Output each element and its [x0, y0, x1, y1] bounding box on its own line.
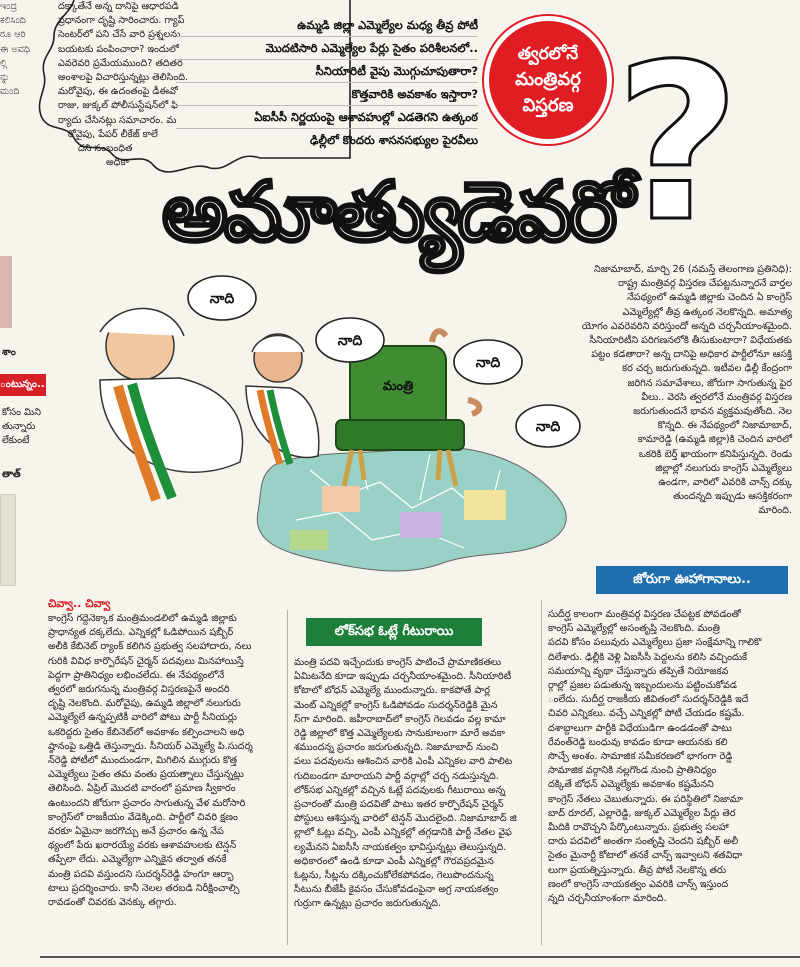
- col2-line: గుదిబండగా మారాయని పార్టీ వర్గాల్లో చర్చ నడుస్తున్నది.: [294, 770, 499, 782]
- col2-line: పలు పదవులను ఆశించిన వారికి ఎంపీ ఎన్నికల వారి పాలిట: [294, 756, 513, 768]
- fragment-line: ನ್ನು: [0, 72, 10, 84]
- column-divider: [541, 600, 542, 945]
- column-divider: [287, 610, 288, 945]
- col3-line: ర్గాల్లో ప్రజల పడుతున్న ఇబ్బందులను పట్టించుకోవడ: [548, 680, 737, 692]
- col2-line: ప్రచారంతో మంత్రి పదవితో పాటు ఇతర కార్పొరేషన్ చైర్మన్: [294, 799, 504, 811]
- left-strip-line: కోసం మిని: [2, 407, 41, 418]
- right-article-line: కొన్నది. ఈ నేపథ్యంలో నిజామాబాద్,: [657, 420, 792, 432]
- col1-line: దృష్టి నెలకొంది. మరోవైపు, ఉమ్మడి జిల్లాలో నలుగురు: [48, 698, 241, 710]
- col2-line: మంత్రి పదవి ఇచ్చేందుకు కాంగ్రెస్ పాటించే ప్రామాణికతలు: [294, 657, 502, 668]
- top-article-line: అధికా: [106, 157, 129, 169]
- right-article-line: ఎమ్మెల్యేల్లో తీవ్ర ఉత్కంఠ నెలకొన్నది. అమాత్య: [622, 306, 792, 318]
- col1-line: టాలు ప్రదర్శించారు. కానీ నెలల తరబడి నిరీక్షించాల్సి: [48, 882, 240, 894]
- column-1-body: [48, 612, 280, 910]
- column-2: [294, 656, 534, 912]
- right-article-line: రాష్ట్ర మంత్రివర్గ విస్తరణ చేపట్టనున్నారనే వార్తల: [618, 278, 792, 290]
- top-article-line: అంశాలపై విచారిస్తున్నట్లు తెలిసింది.: [58, 72, 189, 84]
- col1-line: ఉంటుందని జోరుగా ప్రచారం సాగుతున్న వేళ మరోసారి: [48, 797, 246, 809]
- col1-line: ఎమ్మెల్యేలు సైతం తమ వంతు ప్రయత్నాలు చేస్తున్నట్లు: [48, 769, 244, 781]
- column-1: [48, 596, 280, 910]
- left-strip-line: తున్నారు: [2, 421, 36, 433]
- col2-line: సీటును బీజేపీ కైవసం చేసుకోవడంపైనా అగ్ర నాయకత్వం: [294, 884, 499, 896]
- fragment-line: ಇಂದ್ರ: [0, 1, 18, 12]
- col2-line: పోస్టులు ఆశిస్తున్న వారిలో టెన్షన్ మొదలైంది. నిజామాబాద్ జి: [294, 813, 517, 825]
- col3-line: మీదికి రావొచ్చని పేర్కొంటున్నారు. ప్రభుత్వ సలహా: [548, 822, 729, 834]
- badge-line-3: విస్తరణ: [522, 95, 574, 116]
- col1-line: పెద్దగా ప్రాతినిధ్యం లభించలేదు. ఈ నేపథ్యంలోనే: [48, 669, 225, 681]
- right-article-line: కర చర్చ జరుగుతున్నది. ఇటీవల ఢిల్లీ కేంద్రంగా: [622, 363, 792, 375]
- subheadline-6: ఢిల్లీలో కొందరు శాసనసభ్యుల పైరవీలు: [310, 133, 478, 147]
- col3-line: సామాజిక వర్గానికి నల్లగొండ నుంచి ప్రాతినిధ్యం: [548, 765, 717, 777]
- fragment-line: ಮಂದಿ: [0, 86, 20, 98]
- right-article-line: పట్టం కడతారా? అన్న దానిపై అధికార పార్టీలోనూ ఆసక్తి: [591, 349, 792, 361]
- col2-line: లోక్‌సభ ఎన్నికల్లో వచ్చిన ఓట్లే పదవులకు గీటురాయి అన్న: [294, 784, 506, 796]
- col3-line: రేవంత్‌రెడ్డి బంధువు కావడం కూడా ఆయనకు కలి: [548, 736, 728, 748]
- left-strip-photo: [0, 256, 12, 328]
- main-headline: అమాత్యుడెవరో: [162, 165, 631, 260]
- section-title-rumours: జోరుగా ఊహాగానాలు..: [596, 566, 788, 594]
- col1-line: తెలిసింది. ఏప్రిల్ మొదటి వారంలో ప్రమాణ స్వీకారం: [48, 783, 236, 795]
- badge-line-2: మంత్రివర్గ: [515, 69, 581, 90]
- col2-line: రెడ్డి జిల్లాలో కొత్త ఎమ్మెల్యేలకు సానుకూలంగా మారే అవకా: [294, 728, 505, 740]
- right-article-line: నిజామాబాద్, మార్చి 26 (నమస్తే తెలంగాణ ప్రతినిధి):: [594, 264, 792, 275]
- col2-line: ల్యమేనని ఏఐసీసీ నాయకత్వం భావిస్తున్నట్లు తెలుస్తున్నది.: [294, 841, 507, 853]
- col3-line: సైతం మైనార్టీ కోటాలో తనకే చాన్స్ ఇవ్వాలని శతవిధా: [548, 850, 743, 862]
- col1-line: ప్రాధాన్యత దక్కలేదు. ఎన్నికల్లో ఓడిపోయిన షబ్బీర్: [48, 627, 234, 639]
- col3-line: చివరి ఎన్నికలు. వచ్చే ఎన్నికల్లో పోటీ చేయడం కష్టమే.: [548, 708, 745, 720]
- col1-line: గురికి వివిధ కార్పొరేషన్ చైర్మన్ పదవులు మినహాయిస్తే: [48, 655, 244, 667]
- col1-line: తప్పేలా లేదు. ఎమ్మెల్యేగా ఎన్నికైన తర్వాత తనకే: [48, 854, 227, 866]
- col3-line: ణంలో కాంగ్రెస్ నాయకత్వం ఎవరికి చాన్స్ ఇస్తుంద: [548, 878, 729, 890]
- col2-line: స్‌గా మారింది. జహీరాబాద్‌లో కాంగ్రెస్ గెలవడం వల్ల కామా: [294, 713, 506, 725]
- col3-line: సొచ్చే అంశం. సామాజిక సమీకరణలో భాగంగా రెడ్డి: [548, 751, 733, 763]
- col3-line: దారు పదవిలో అంతగా సంతృప్తి చెందని షబ్బీర్ అలీ: [548, 836, 739, 848]
- col3-line: లుగా ప్రయత్నిస్తున్నారు. తీవ్ర పోటీ నెలకొన్న తరు: [548, 864, 727, 876]
- speech-bubble-text: నాది: [337, 333, 363, 349]
- col3-line: న్నది చర్చనీయాంశంగా మారింది.: [548, 893, 667, 905]
- left-strip-label: ంటున్నం..: [0, 374, 46, 396]
- page-bottom-rule: [40, 956, 800, 958]
- col3-line: పదవి కోసం పలువురు ఎమ్మెల్యేలు ప్రజా సంక్షేమాన్ని గాలికొ: [548, 637, 762, 649]
- left-strip-item: శాం: [2, 347, 16, 358]
- column-3: [548, 608, 792, 906]
- col3-line: కాంగ్రెస్ ఎమ్మెల్యేల్లో అసంతృప్తి నెలకొంది. మంత్రి: [548, 623, 720, 635]
- col1-line: కాంగ్రెస్‌లో రాజకీయం వేడెక్కింది. పార్టీలో చివరి క్షణం: [48, 811, 238, 823]
- top-article-line: దని సంబంధిత: [78, 143, 133, 155]
- col3-line: దిలేశారు. ఢిల్లీకి వెళ్లి ఏఐసీసీ పెద్దలను కలిసి వచ్చిందుకే: [548, 651, 748, 663]
- col2-line: గుర్రుగా ఉన్నట్లు ప్రచారం జరుగుతున్నది.: [294, 898, 441, 910]
- col3-line: సుదీర్ఘ కాలంగా మంత్రివర్గ విస్తరణ చేపట్టక పోవడంతో: [548, 609, 741, 620]
- speech-bubble-text: నాది: [209, 291, 235, 307]
- col3-line: సమయాన్ని వృథా చేస్తున్నారు తప్పితే నియోజకవ: [548, 665, 729, 677]
- subheadline-1: ఉమ్మడి జిల్లా ఎమ్మెల్యేల మధ్య తీవ్ర పోటీ: [176, 14, 478, 37]
- col2-line: ఓట్లను, సీట్లను దక్కించుకోలేకపోవడం, గెలుపొందనున్న: [294, 870, 494, 882]
- col1-line: న్‌రెడ్డి పోటీలో ముందుండగా, మిగిలిన ముగ్గురు కొత్త: [48, 755, 238, 767]
- left-strip-photo: [0, 494, 16, 586]
- col2-line: ఏమిటనేది కూడా ఇప్పుడు చర్చనీయాంశమైంది. సీనియారిటీ: [294, 671, 512, 683]
- top-article-line: సెంటర్‌లో పని చేసే వారి ప్రశ్నలను: [58, 29, 181, 41]
- right-article-line: ఒకరికి బెర్త్ ఖాయంగా కనిపిస్తున్నది. రెండు: [638, 448, 792, 460]
- fragment-line: ಲ್ಲಿ: [0, 57, 8, 69]
- col1-line: వరకూ ఏమైనా జరగొచ్చు అనే ప్రచారం ఉన్న నేప: [48, 826, 224, 838]
- subheadline-2: మొదటిసారి ఎమ్మెల్యేల పేర్లు సైతం పరిశీలనలో..: [176, 37, 478, 60]
- col3-line: బాద్ రూరల్, ఎల్లారెడ్డి, జుక్కల్ ఎమ్మెల్యేల పేర్లు తెర: [548, 807, 736, 819]
- subheadlines: [176, 14, 478, 151]
- badge-line-1: త్వరలోనే: [517, 44, 579, 64]
- state-map: [257, 447, 566, 571]
- right-article-line: ఉండగా, వారిలో ఎవరికి చాన్స్ దక్కు: [658, 477, 792, 489]
- col2-line: కోటాలో బోధన్ ఎమ్మెల్యే ముందున్నారు. కాకపోతే పార్ల: [294, 685, 490, 697]
- col1-line: రావడంతో చివరకు వెనక్కు తగ్గారు.: [48, 897, 177, 909]
- top-article-line: మరోవైపు, ఈ ఉదంతంపై డీఈవో: [58, 86, 178, 98]
- col1-line: ఒకరిద్దరు సైతం కేబినెట్‌లో అవకాశం కల్పించాలని అధి: [48, 726, 245, 738]
- col1-line: త్వరలో జరుగనున్న మంత్రివర్గ విస్తరణపైనే అందరి: [48, 684, 230, 696]
- top-article-line: రాజు, జుక్కల్ పోలీసుస్టేషన్‌లో ఫి: [58, 100, 178, 112]
- col2-line: మెంట్ ఎన్నికల్లో కాంగ్రెస్ ఓడిపోవడం సుదర్శన్‌రెడ్డికి మైన: [294, 699, 498, 711]
- col1-line: ఎమ్మెల్యేలే ఉన్నప్పటికీ వారిలో పోటు పార్టీ సీనియర్లు: [48, 712, 237, 724]
- top-article-line: బయటకు పంపించారా? ఇందులో: [58, 43, 179, 55]
- column-1-title: చివ్వా.. చివ్వా: [48, 597, 111, 610]
- left-strip-text: [2, 406, 41, 449]
- left-strip-line: లేకుంటే: [2, 435, 30, 447]
- chair-label: మంత్రి: [382, 379, 414, 394]
- right-article-line: యోగం ఎవరెవరిని వరిస్తుందో అన్నది చర్చనీయాంశమైంది.: [581, 320, 792, 332]
- col2-line: శముందన్న ప్రచారం జరుగుతున్నది. నిజామాబాద్ నుంచి: [294, 742, 499, 754]
- right-article-line: తుందన్నది ఇప్పుడు ఆసక్తికరంగా: [673, 491, 792, 503]
- col2-line: అధికారంలో ఉండి కూడా ఎంపీ ఎన్నికల్లో గౌరవప్రదమైన: [294, 855, 494, 867]
- right-article-line: వీలు.. వెరసి త్వరలోనే మంత్రివర్గ విస్తరణ: [641, 391, 792, 403]
- fragment-line: ರೂ ಆರಿ: [0, 29, 26, 41]
- subheadline-3: సీనియారిటీ వైపు మొగ్గుచూపుతారా?: [176, 60, 478, 83]
- right-article-line: మారింది.: [758, 505, 792, 517]
- left-strip-item: తాత్: [2, 469, 21, 480]
- col1-line: కాంగ్రెస్ గద్దెనెక్కాక మంత్రిమండలిలో ఉమ్మడి జిల్లాకు: [48, 613, 237, 624]
- right-article-line: నేపథ్యంలో ఉమ్మడి జిల్లాకు చెందిన ఏ కాంగ్రెస్: [627, 292, 792, 304]
- speech-bubble-text: నాది: [535, 419, 561, 435]
- expansion-badge: [484, 16, 612, 144]
- col3-line: ంలేదు. సుదీర్ఘ రాజకీయ జీవితంలో సుదర్శన్‌రెడ్డికి ఇదే: [548, 694, 749, 706]
- left-strip: [0, 236, 46, 606]
- right-article-line: కామారెడ్డి (ఉమ్మడి జిల్లా)కి చెందిన వారిలో: [637, 434, 792, 446]
- top-article-line: ర్యాదు చేసినట్లు సమాచారం. మ: [58, 114, 177, 126]
- col2-line: ల్లాలో ఓట్లు వచ్చి, ఎంపీ ఎన్నికల్లో తగ్గడానికి పార్టీ నేతల వైఫ: [294, 827, 512, 839]
- top-article-line: ప్రధానంగా దృష్టి సారించారు. గ్యాప్: [58, 15, 185, 27]
- fragment-line: ಈ ಅವಧಿ: [0, 43, 31, 55]
- section-title-loksabha: లోక్‌సభ ఓట్లే గీటురాయి: [306, 618, 482, 646]
- top-article-line: రోవైపు, పేపర్ లీకేజ్ కాలే: [68, 128, 158, 140]
- subheadline-5: ఏఐసీసీ నిర్ణయంపై ఆశావహుల్లో ఎడతెగని ఉత్కంఠ: [176, 106, 478, 129]
- col3-line: కాంగ్రెస్ నేతలు చెబుతున్నారు. ఈ పరిస్థితిలో నిజామా: [548, 793, 743, 805]
- col1-line: అలీకి కేబినెట్ ర్యాంక్ కలిగిన ప్రభుత్వ సలహాదారు, నలు: [48, 641, 252, 653]
- right-article-line: జరిగిన సమావేశాలు, జోరుగా సాగుతున్న పైర: [627, 377, 792, 389]
- right-article-line: జిల్లాల్లో నలుగురు కాంగ్రెస్ ఎమ్మెల్యేలు: [655, 462, 792, 474]
- question-mark: ?: [615, 18, 741, 269]
- fragment-line: ಕಲಿಸಿಂದಿ: [0, 15, 26, 27]
- top-article-line: ఎవరెవరి ప్రమేయముంది? తదితర: [58, 57, 183, 69]
- col1-line: ష్ఠానంపై ఒత్తిడి తెస్తున్నారు. సీనియర్ ఎమ్మెల్యే పి.సుదర్శ: [48, 740, 253, 752]
- right-article-line: సీనియారిటీని పరిగణనలోకి తీసుకుంటారా? విధేయతకు: [589, 335, 792, 347]
- cartoon-illustration: [60, 250, 600, 580]
- col1-line: మంత్రి పదవి వస్తుందని సుదర్శన్‌రెడ్డి హంగూ ఆర్భా: [48, 868, 234, 880]
- subheadline-4: కొత్తవారికి అవకాశం ఇస్తారా?: [176, 83, 478, 106]
- col3-line: దశాబ్దాలుగా పార్టీకి విధేయుడిగా ఉండడంతో పాటు: [548, 722, 732, 734]
- right-article: [548, 263, 792, 519]
- col3-line: దక్కితే బోధన్ ఎమ్మెల్యేకు అవకాశం కష్టమేనని: [548, 779, 714, 791]
- speech-bubble-text: నాది: [475, 355, 501, 371]
- right-article-line: జరుగుతుందనే భావన వ్యక్తమవుతోంది. నెల: [633, 406, 792, 418]
- col1-line: థ్యంలో పేరు ఖరారయ్యే వరకు ఆశావహులకు టెన్షన్: [48, 840, 237, 852]
- top-article-line: దక్కాతేనే అన్న దానిపై ఆధారపడి: [58, 1, 179, 12]
